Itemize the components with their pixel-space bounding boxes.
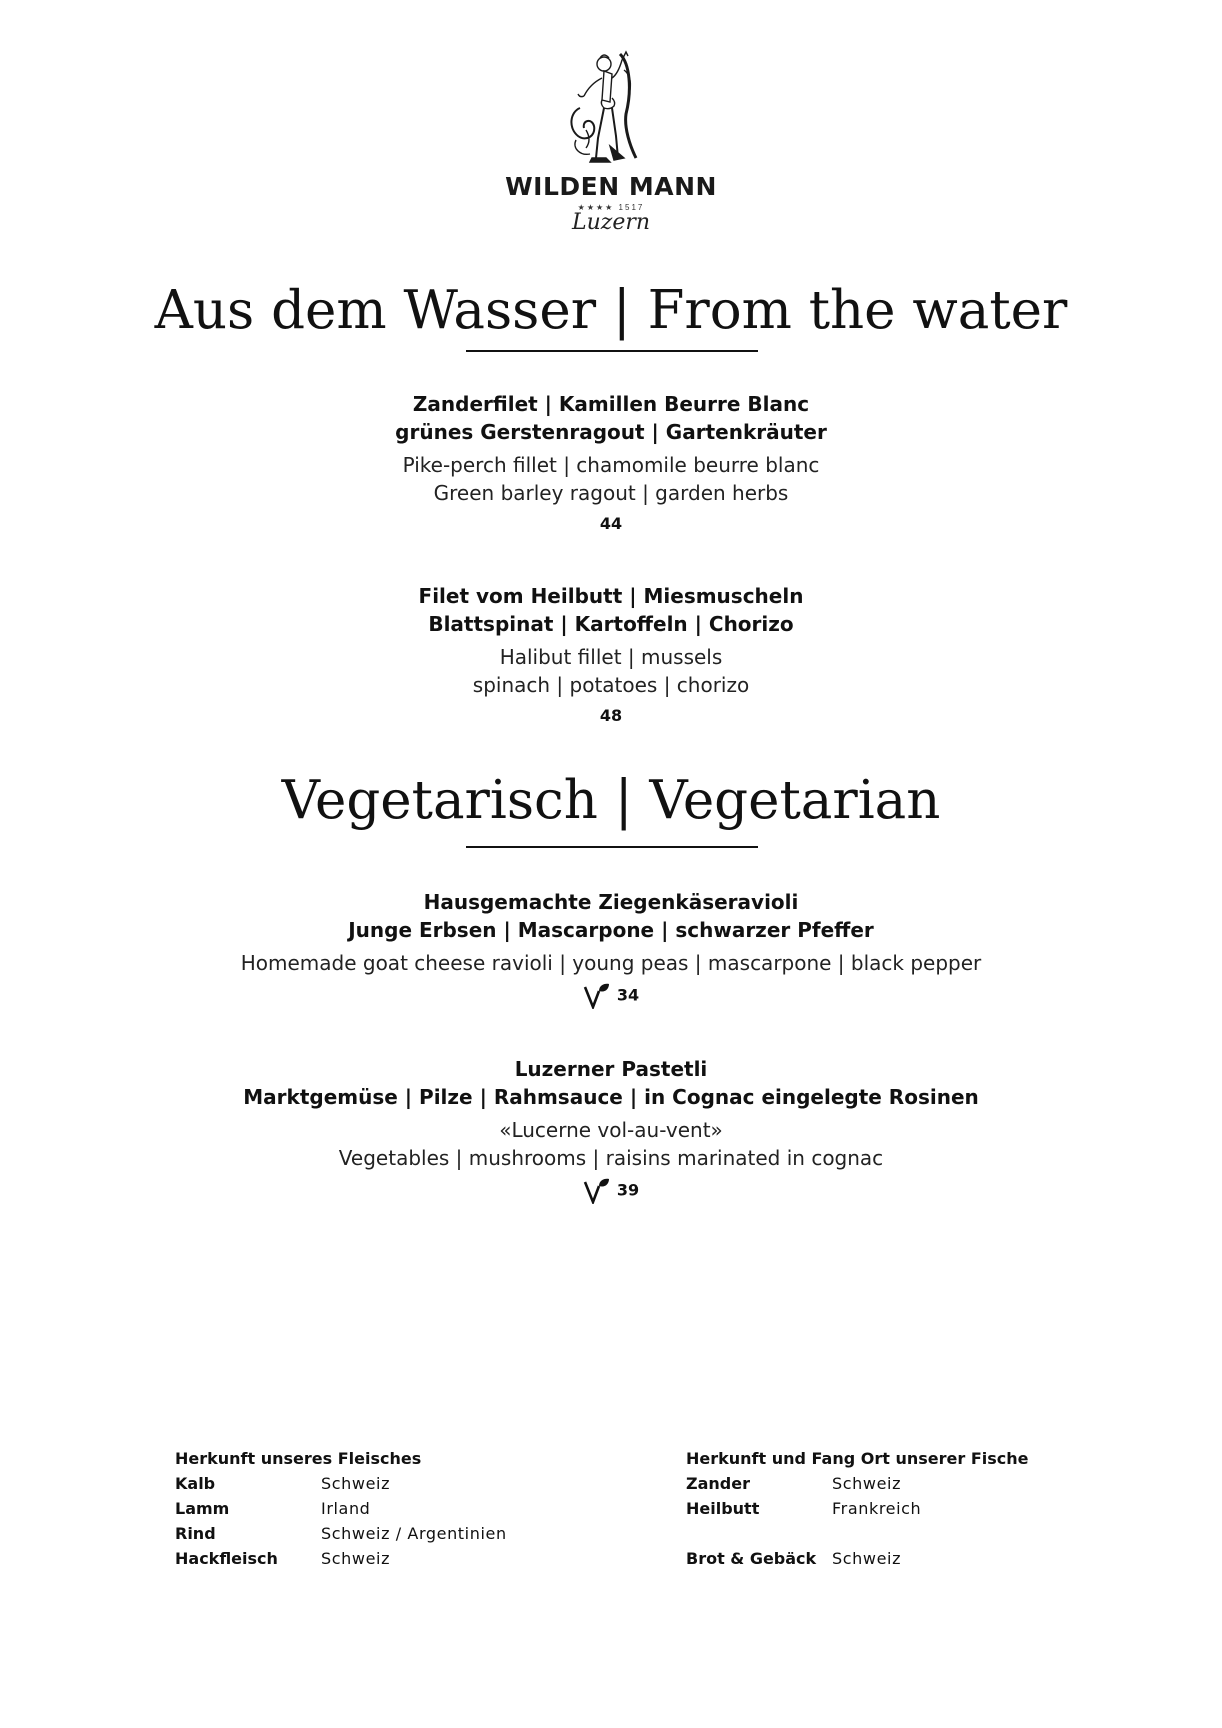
dish-description-en: Homemade goat cheese ravioli | young peas | mascarpone | black pepper [240,951,982,975]
origin-key: Kalb [175,1474,216,1493]
dish-price: 34 [616,985,640,1005]
origin-fish-heading: Herkunft und Fang Ort unserer Fische [686,1449,1029,1468]
dish-name-de: Hausgemachte Ziegenkäseravioli [423,890,799,914]
origin-row [686,1546,1028,1571]
dish-name-de: Zanderfilet | Kamillen Beurre Blanc [412,392,810,416]
origin-row [175,1521,507,1546]
dish-price: 39 [616,1180,640,1200]
brand-stars: ★★★★ 1517 [577,203,645,212]
dish-description-en: Vegetables | mushrooms | raisins marinated in cognac [338,1146,884,1170]
origin-value: Frankreich [832,1499,922,1518]
origin-key: Lamm [175,1499,230,1518]
dish-name-de: grünes Gerstenragout | Gartenkräuter [395,420,827,444]
origin-key: Brot & Gebäck [686,1549,817,1568]
origin-row [686,1471,1028,1496]
origin-value: Schweiz [321,1474,391,1493]
dish-description-en: «Lucerne vol-au-vent» [499,1118,723,1142]
dish-ziegenkaeseravioli [0,888,1222,1009]
dish-name-de: Filet vom Heilbutt | Miesmuscheln [418,584,804,608]
dish-luzerner-pastetli [0,1055,1222,1204]
vegetarian-leaf-icon [583,983,611,1009]
dish-name-de: Blattspinat | Kartoffeln | Chorizo [428,612,794,636]
dish-name-de: Luzerner Pastetli [514,1057,708,1081]
vegetarian-leaf-icon [583,1178,611,1204]
origin-key: Rind [175,1524,216,1543]
brand-name: WILDEN MANN [505,172,717,201]
origin-value: Irland [321,1499,371,1518]
origin-value: Schweiz [832,1549,902,1568]
dish-description-en: Halibut fillet | mussels [499,645,723,669]
dish-price-row [0,983,1222,1009]
dish-heilbutt [0,582,1222,727]
dish-description-en: spinach | potatoes | chorizo [472,673,750,697]
dish-price: 48 [599,706,623,725]
spacer [686,1521,1028,1546]
dish-description-en: Pike-perch fillet | chamomile beurre blanc [402,453,820,477]
dish-name-de: Junge Erbsen | Mascarpone | schwarzer Pfeffer [348,918,874,942]
origin-meat-heading: Herkunft unseres Fleisches [175,1449,422,1468]
section-title-vegetarian: Vegetarisch | Vegetarian [281,770,941,831]
origin-row [175,1471,507,1496]
origin-value: Schweiz [832,1474,902,1493]
section-title-water: Aus dem Wasser | From the water [154,280,1068,341]
origin-key: Heilbutt [686,1499,760,1518]
origin-fish [686,1446,1028,1571]
brand-city: Luzern [571,210,651,235]
origin-key: Hackfleisch [175,1549,278,1568]
dish-description-en: Green barley ragout | garden herbs [433,481,789,505]
dish-price-row [0,1178,1222,1204]
origin-key: Zander [686,1474,750,1493]
origin-row [175,1546,507,1571]
title-divider [466,350,758,352]
origin-value: Schweiz / Argentinien [321,1524,507,1543]
origin-row [175,1496,507,1521]
dish-price: 44 [599,514,623,533]
dish-name-de: Marktgemüse | Pilze | Rahmsauce | in Cognac eingelegte Rosinen [243,1085,979,1109]
wild-man-figure-icon [566,50,656,166]
logo [0,50,1222,235]
origin-value: Schweiz [321,1549,391,1568]
origin-row [686,1496,1028,1521]
title-divider [466,846,758,848]
dish-zanderfilet [0,390,1222,535]
origin-meat [175,1446,507,1571]
